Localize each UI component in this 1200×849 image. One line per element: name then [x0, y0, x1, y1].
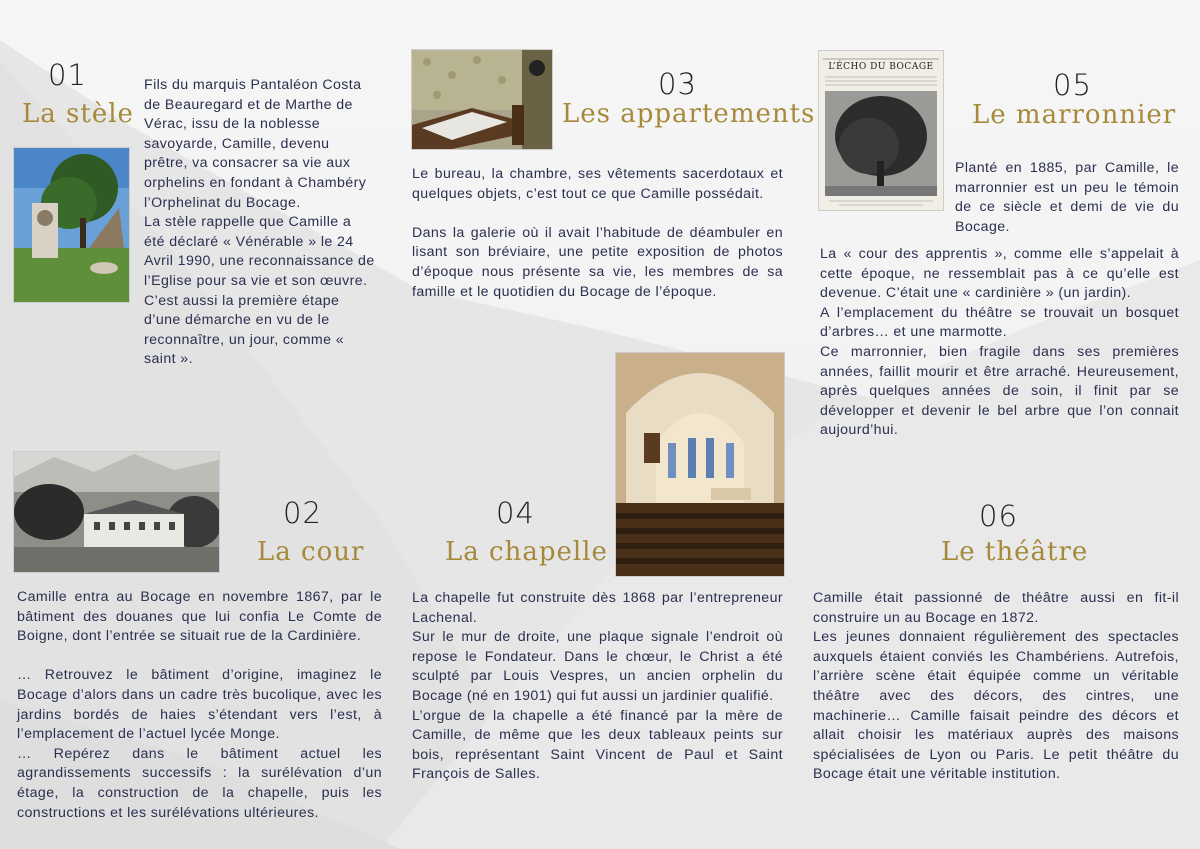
bedroom-photo [411, 49, 553, 150]
section-05-paragraph: Ce marronnier, bien fragile dans ses premières années, faillit mourir et être arraché. Heureusement, après quelques années de soin, il finit par se développer et devenir le bel arbre que l’on connait aujourd’hui. [820, 343, 1179, 439]
section-03-text [412, 165, 783, 302]
newspaper-clipping [818, 50, 944, 211]
section-03-title: Les appartements [562, 99, 816, 129]
old-engraving-photo [13, 451, 220, 573]
section-05-paragraph: La « cour des apprentis », comme elle s’appelait à cette époque, ne ressemblait pas à ce qu’elle est devenue. C’était une « cardinière » (un jardin). [820, 246, 1179, 302]
section-05-intro: Planté en 1885, par Camille, le marronnier est un peu le témoin de ce siècle et demi de vie du Bocage. [955, 160, 1179, 235]
section-04-paragraph: L’orgue de la chapelle a été financé par la mère de Camille, de même que les deux tableaux peints sur bois, représentant Saint Vincent de Paul et Saint François de Salles. [412, 707, 783, 783]
chapel-photo [615, 352, 785, 577]
section-06-paragraph: Camille était passionné de théâtre aussi en fit-il construire un au Bocage en 1872. [813, 590, 1179, 626]
section-01-paragraph: Fils du marquis Pantaléon Costa de Beauregard et de Marthe de Vérac, issu de la noblesse savoyarde, Camille, devenu prêtre, va consacrer sa vie aux orphelins en fondant à Chambéry l’Orphelinat du Bocage. [144, 77, 367, 211]
section-04-title: La chapelle [445, 537, 608, 567]
section-05-text [820, 245, 1179, 441]
section-03-number: 03 [658, 67, 697, 101]
section-02-paragraph [17, 647, 382, 667]
section-02-number: 02 [283, 496, 322, 530]
section-04-paragraph: Sur le mur de droite, une plaque signale l’endroit où repose le Fondateur. Dans le chœur, le Christ a été sculpté par Louis Vespres, un ancien orphelin du Bocage (né en 1901) qui fut aussi un jardinier qualifié. [412, 629, 783, 704]
section-06-number: 06 [979, 499, 1018, 533]
section-03-paragraph: Le bureau, la chambre, ses vêtements sacerdotaux et quelques objets, c’est tout ce que Camille possédait. [412, 166, 783, 202]
section-06-title: Le théâtre [941, 537, 1089, 567]
section-04-paragraph: La chapelle fut construite dès 1868 par l’entrepreneur Lachenal. [412, 590, 783, 626]
section-04-number: 04 [496, 496, 535, 530]
section-04-text [412, 589, 783, 785]
section-01-number: 01 [48, 58, 87, 92]
section-01-text [144, 76, 376, 370]
section-03-paragraph: Dans la galerie où il avait l’habitude de déambuler en lisant son bréviaire, une petite exposition de photos d’époque nous présente sa vie, les membres de sa famille et le quotidien du Bocage de l’époque. [412, 224, 783, 300]
section-05-title: Le marronnier [972, 100, 1177, 130]
section-05-number: 05 [1053, 68, 1092, 102]
section-01-paragraph: La stèle rappelle que Camille a été déclaré « Vénérable » le 24 Avril 1990, une reconnaissance de l’Eglise pour sa vie et son œuvre. C’est aussi la première étape d’une démarche en vu de le reconnaître, un jour, comme « saint ». [144, 214, 375, 368]
section-02-text [17, 588, 382, 823]
section-06-paragraph: Les jeunes donnaient régulièrement des spectacles auxquels étaient conviés les Chambériens. Autrefois, l’arrière scène était équipée comme un véritable théâtre avec des décors, des cintres, une machinerie… Camille faisait peindre des décors et allait choisir les matériaux auprès des maisons spécialisées de Lyon ou Paris. Le petit théâtre du Bocage était une véritable institution. [813, 629, 1179, 783]
section-02-paragraph: … Repérez dans le bâtiment actuel les agrandissements successifs : la surélévation d’un étage, la construction de la chapelle, puis les constructions et les surélévations ultérieures. [17, 745, 382, 821]
section-02-title: La cour [257, 537, 365, 567]
section-01-title: La stèle [22, 99, 134, 129]
section-05-paragraph: A l’emplacement du théâtre se trouvait un bosquet d’arbres… et une marmotte. [820, 304, 1179, 341]
newspaper-masthead: L’ÉCHO DU BOCAGE [828, 62, 934, 72]
section-03-paragraph [412, 204, 783, 224]
stele-photo [13, 147, 130, 303]
section-02-paragraph: … Retrouvez le bâtiment d’origine, imaginez le Bocage d’alors dans un cadre très bucolique, avec les jardins bordés de haies s’étendant vers l’est, à l’emplacement de l’actuel lycée Monge. [17, 667, 382, 743]
section-06-text [813, 589, 1179, 785]
section-02-paragraph: Camille entra au Bocage en novembre 1867, par le bâtiment des douanes que lui confia Le Comte de Boigne, dont l’entrée se situait rue de la Cardinière. [17, 589, 382, 645]
